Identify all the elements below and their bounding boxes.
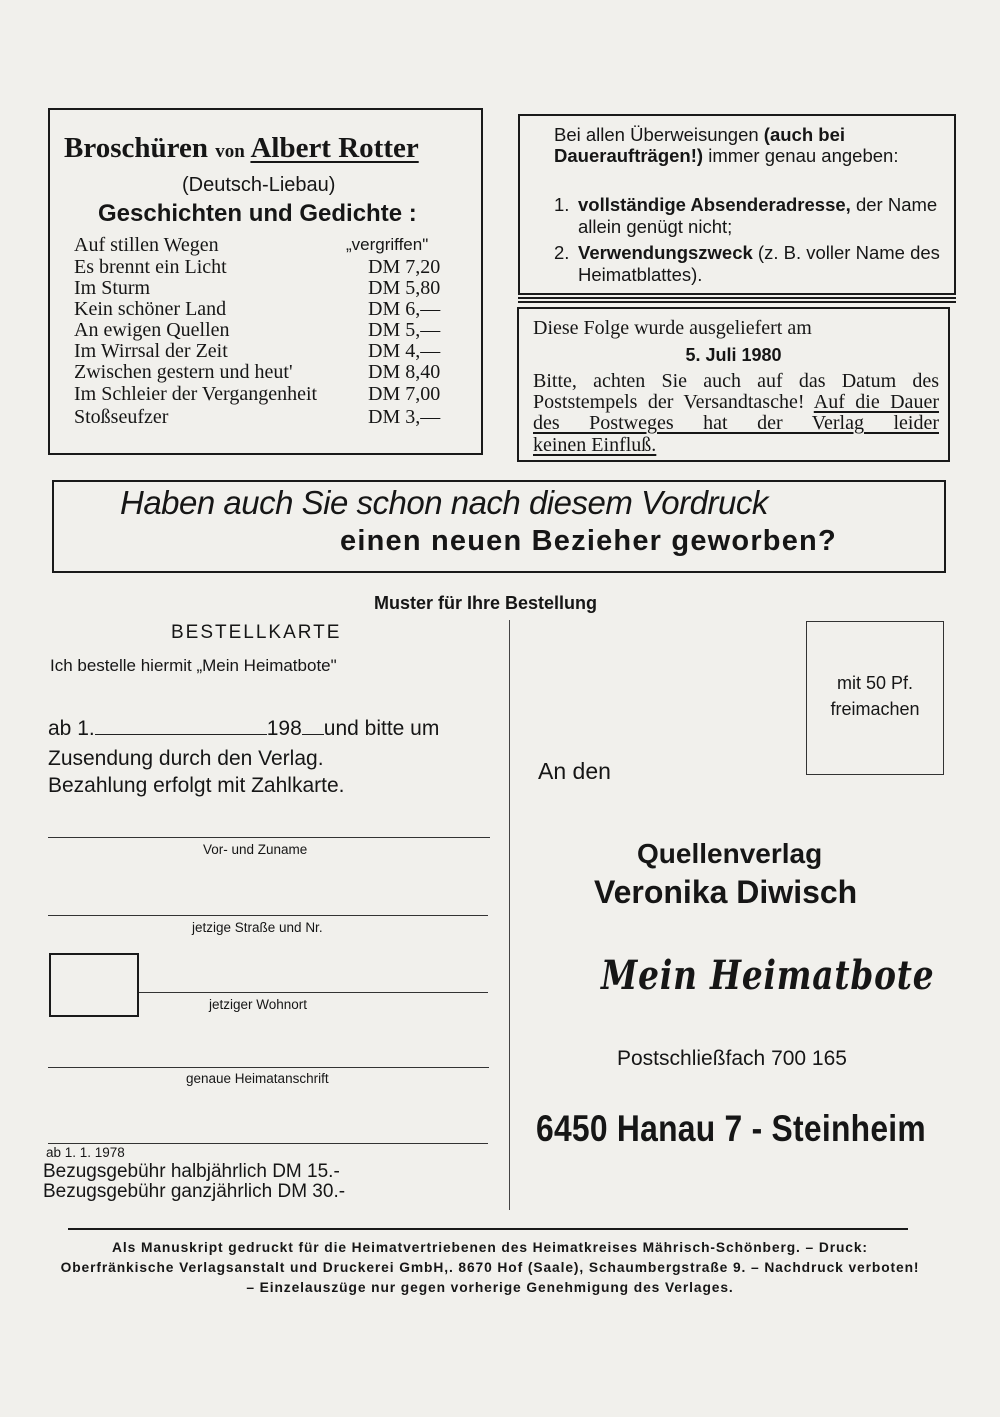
- brochure-title-text: Im Schleier der Vergangenheit: [74, 383, 318, 405]
- brochure-title-text: Auf stillen Wegen: [74, 234, 219, 256]
- divider: [518, 297, 956, 299]
- transfer-note-box: [518, 114, 956, 295]
- home-address-label: genaue Heimatanschrift: [186, 1071, 329, 1086]
- banner-line2: einen neuen Bezieher geworben?: [340, 525, 837, 557]
- publisher-owner: Veronika Diwisch: [594, 874, 858, 910]
- brochure-title-text: Zwischen gestern und heut': [74, 361, 293, 383]
- author-name: Albert Rotter: [250, 132, 419, 164]
- brochure-title-text: Stoßseufzer: [74, 406, 169, 428]
- start-date-field[interactable]: [95, 716, 267, 735]
- magazine-logo: Mein Heimatbote: [601, 952, 935, 999]
- street-field[interactable]: [48, 915, 488, 916]
- brochure-price: DM 6,—: [368, 298, 441, 320]
- delivery-note-box: [517, 307, 950, 462]
- city-field[interactable]: [139, 992, 488, 993]
- brochure-price: DM 5,—: [368, 319, 441, 341]
- fee-info: Bezugsgebühr halbjährlich DM 15.- Bezugsgebühr ganzjährlich DM 30.-: [43, 1161, 346, 1202]
- brochure-title-text: Im Wirrsal der Zeit: [74, 340, 228, 362]
- year-field[interactable]: [302, 716, 324, 735]
- stamp-box: [806, 621, 944, 775]
- po-box: Postschließfach 700 165: [617, 1047, 847, 1070]
- postal-city: 6450 Hanau 7 - Steinheim: [536, 1108, 926, 1149]
- brochure-title-text: Im Sturm: [74, 277, 151, 299]
- postcode-box[interactable]: [49, 953, 139, 1017]
- list-item: 1. vollständige Absenderadresse, der Name allein genügt nicht;: [554, 194, 938, 237]
- brochure-title-text: Es brennt ein Licht: [74, 256, 227, 278]
- author-origin: (Deutsch-Liebau): [182, 174, 336, 196]
- start-date-line: ab 1. 198 und bitte um: [48, 717, 440, 740]
- transfer-list: [554, 194, 949, 290]
- brochure-price: DM 3,—: [368, 406, 441, 428]
- delivery-text: Bitte, achten Sie auch auf das Datum des Poststempels der Versandtasche! Auf die Dauer des Postweges hat der Verlag leider: [533, 370, 939, 434]
- city-label: jetziger Wohnort: [209, 997, 308, 1012]
- name-label: Vor- und Zuname: [203, 842, 308, 857]
- delivery-date: 5. Juli 1980: [685, 345, 782, 365]
- brochure-price: DM 7,20: [368, 256, 441, 278]
- card-divider: [509, 620, 510, 1210]
- brochure-title: Broschüren von Albert Rotter: [64, 132, 419, 164]
- street-label: jetzige Straße und Nr.: [192, 920, 323, 935]
- delivery-last-line: keinen Einfluß.: [533, 434, 657, 456]
- brochure-item: [74, 361, 474, 383]
- brochure-title-text: Kein schöner Land: [74, 298, 227, 320]
- order-intro: Ich bestelle hiermit „Mein Heimatbote": [50, 656, 337, 675]
- footer-divider: [68, 1228, 908, 1230]
- divider: [518, 301, 956, 303]
- brochure-price: „vergriffen": [346, 235, 429, 254]
- brochure-box: [48, 108, 483, 455]
- delivery-line: Diese Folge wurde ausgeliefert am: [533, 317, 812, 339]
- brochure-price: DM 4,—: [368, 340, 441, 362]
- publisher-name: Quellenverlag: [637, 838, 823, 869]
- banner-line1: Haben auch Sie schon nach diesem Vordruck: [120, 484, 768, 521]
- imprint-footer: Als Manuskript gedruckt für die Heimatvertriebenen des Heimatkreises Mährisch-Schönberg. – Druck: Oberfränkische Verlagsanstalt und Druckerei GmbH,. 8670 Hof (Saale), Schaumbergstraße 9. – Nachdruck verboten! – Einzelauszüge nur gegen vorherige Genehmigung des Verlages.: [60, 1240, 920, 1295]
- brochure-item: [74, 277, 474, 299]
- fee-since: ab 1. 1. 1978: [46, 1145, 125, 1160]
- recruit-banner: [52, 480, 946, 573]
- extra-field[interactable]: [48, 1143, 488, 1144]
- order-terms: Zusendung durch den Verlag. Bezahlung erfolgt mit Zahlkarte.: [48, 747, 345, 797]
- brochure-item: [74, 319, 474, 341]
- brochure-price: DM 8,40: [368, 361, 441, 383]
- transfer-intro: Bei allen Überweisungen (auch bei Daueraufträgen!) immer genau angeben:: [554, 124, 899, 166]
- section-heading: Geschichten und Gedichte :: [98, 200, 417, 227]
- brochure-item: [74, 383, 474, 405]
- brochure-price: DM 7,00: [368, 383, 441, 405]
- brochure-item: [74, 340, 474, 362]
- brochure-item: [74, 234, 474, 256]
- stamp-text: mit 50 Pf. freimachen: [830, 673, 920, 719]
- brochure-item: [74, 298, 474, 320]
- brochure-item: [74, 256, 474, 278]
- address-to: An den: [538, 758, 611, 784]
- home-address-field[interactable]: [48, 1067, 489, 1068]
- brochure-title-text: An ewigen Quellen: [74, 319, 230, 341]
- brochure-price: DM 5,80: [368, 277, 441, 299]
- name-field[interactable]: [48, 837, 490, 838]
- brochure-item: [74, 406, 474, 428]
- list-item: 2. Verwendungszweck (z. B. voller Name des Heimatblattes).: [554, 242, 940, 285]
- sample-heading: Muster für Ihre Bestellung: [374, 593, 598, 613]
- order-card-title: BESTELLKARTE: [171, 622, 342, 643]
